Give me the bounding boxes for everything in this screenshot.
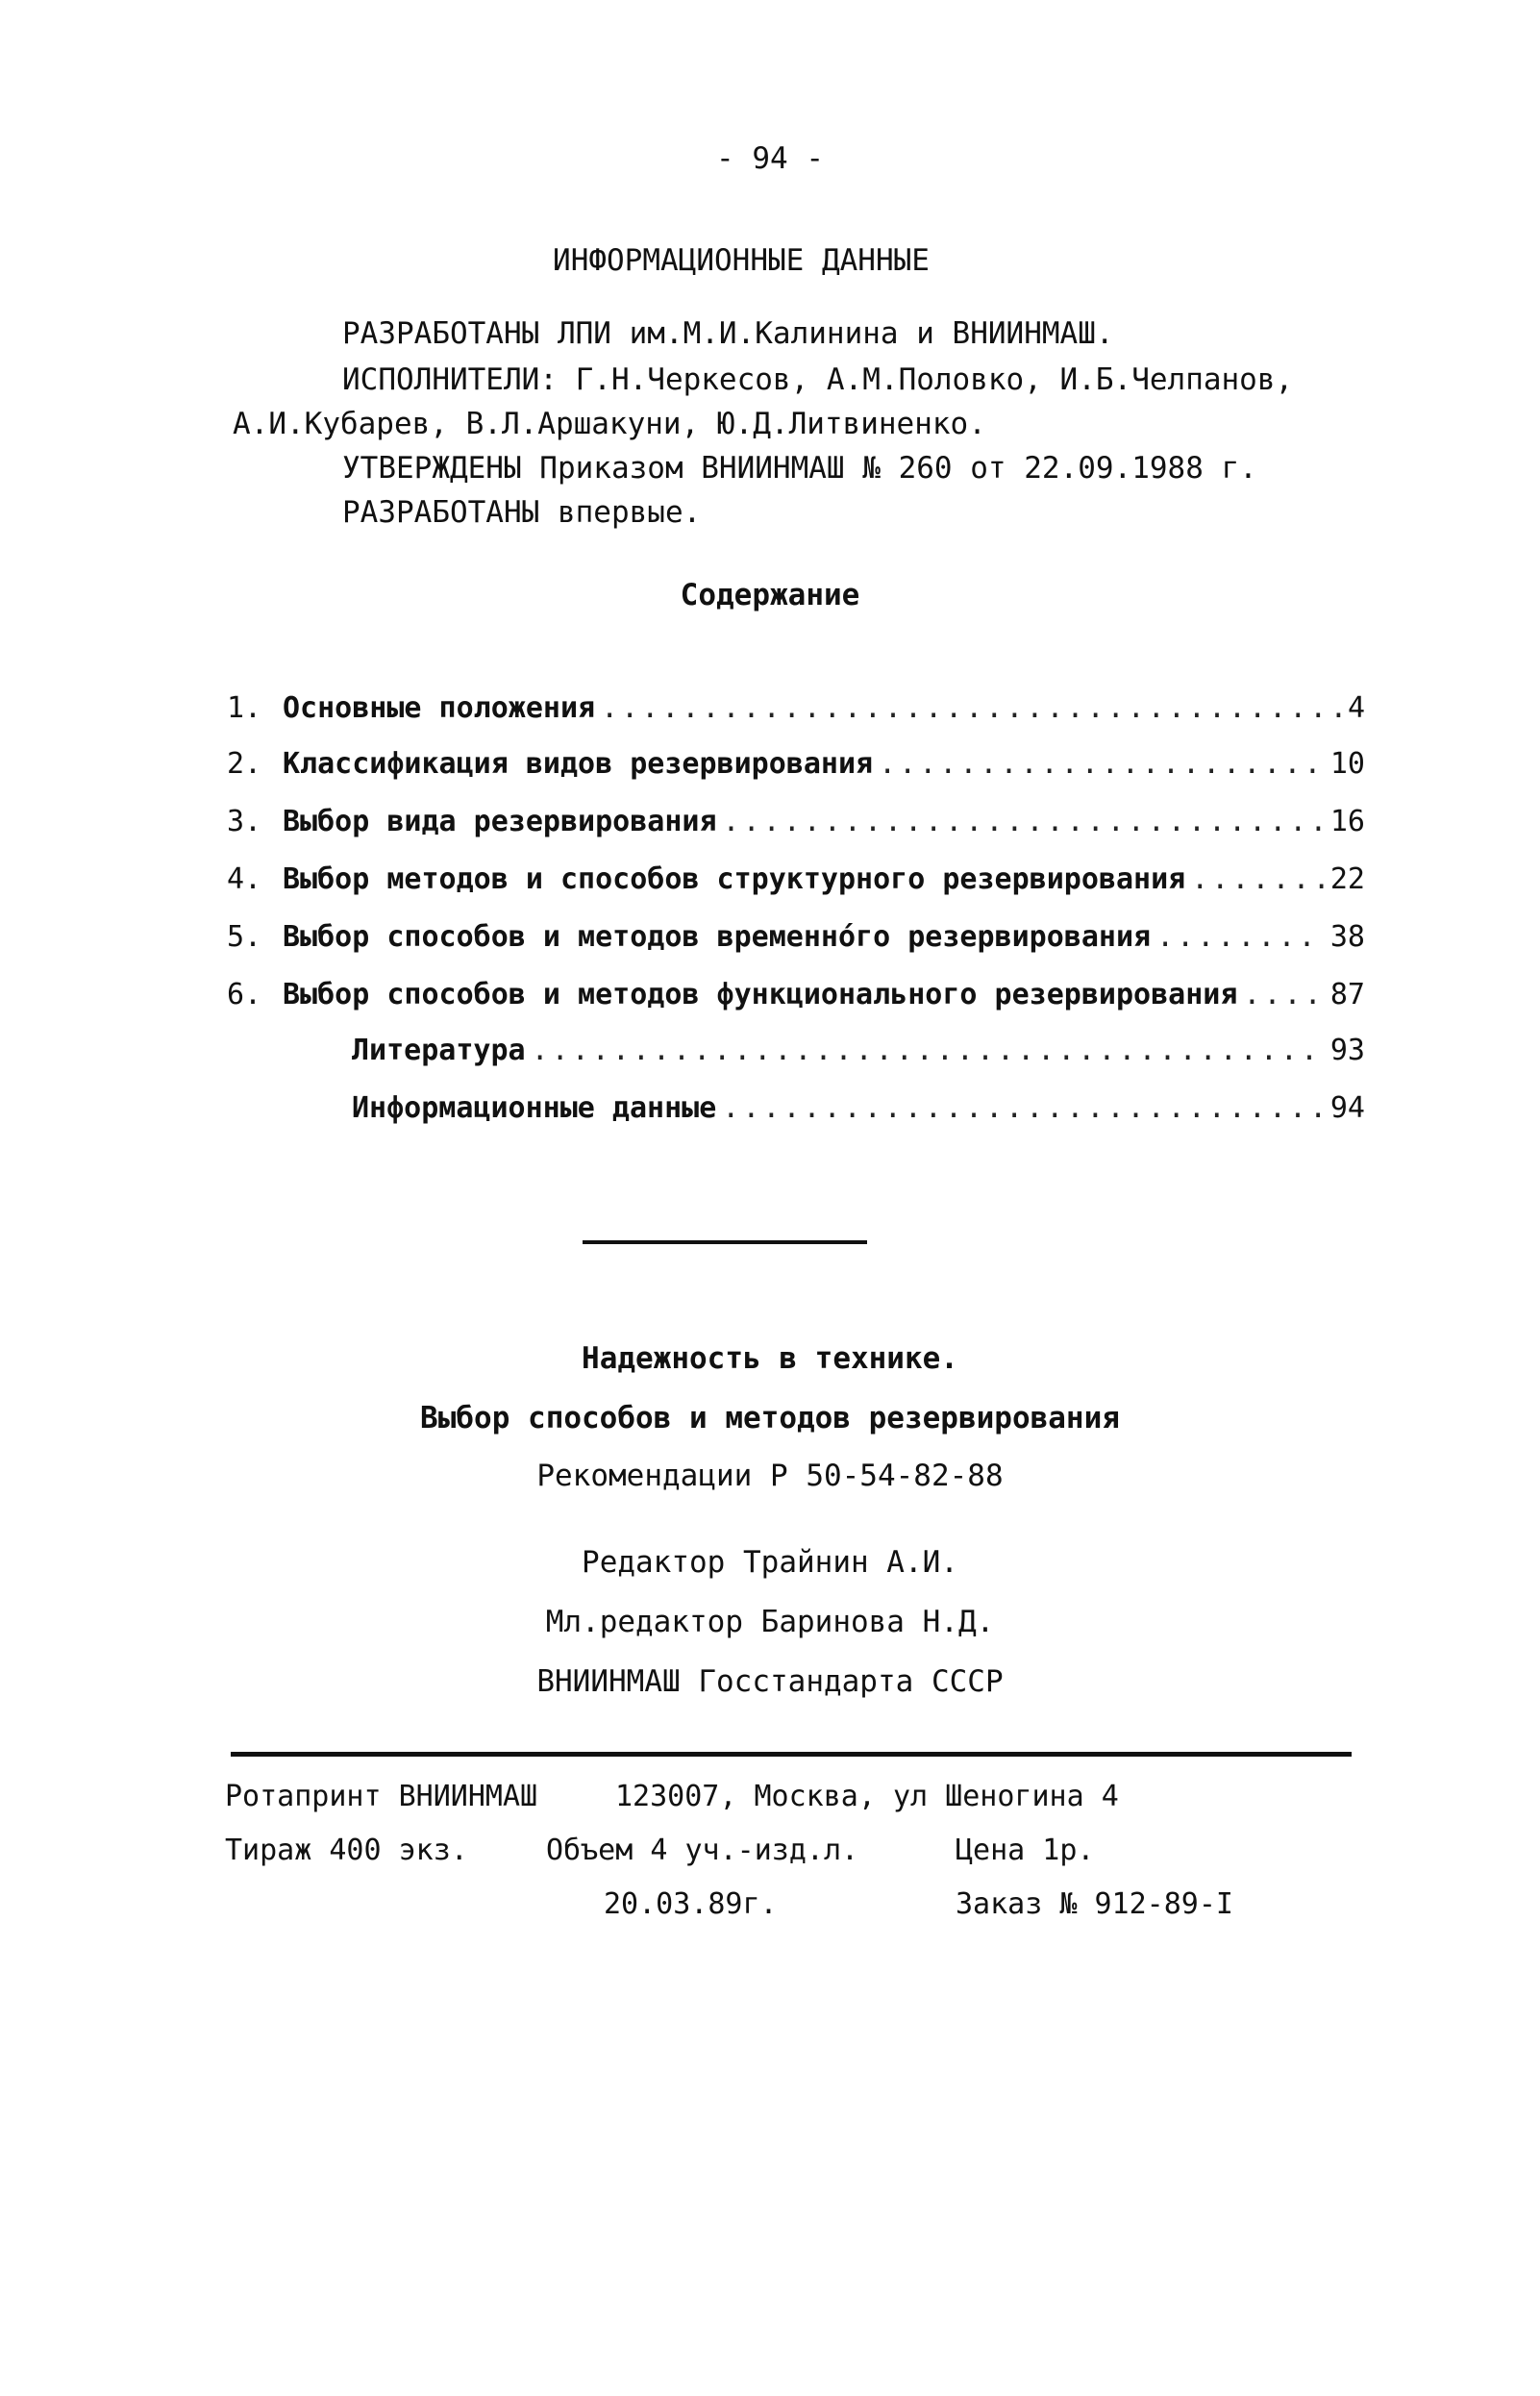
- info-first-edition: РАЗРАБОТАНЫ впервые.: [342, 495, 702, 530]
- toc-title: Литература: [352, 1034, 526, 1067]
- toc-number: 4.: [227, 862, 262, 896]
- toc-title: Информационные данные: [352, 1091, 717, 1125]
- toc-title: Выбор способов и методов временно́го резервирования: [283, 920, 1152, 954]
- imprint-subtitle: Выбор способов и методов резервирования: [420, 1401, 1120, 1435]
- section-divider: [583, 1240, 867, 1244]
- toc-row[interactable]: [227, 746, 1365, 783]
- toc-page: 87: [1329, 978, 1365, 1011]
- toc-leader-dots: [1191, 861, 1325, 898]
- toc-row[interactable]: [227, 690, 1365, 727]
- toc-row[interactable]: [227, 919, 1365, 956]
- imprint-editor: Редактор Трайнин А.И.: [582, 1545, 958, 1580]
- toc-leader-dots: [1156, 919, 1325, 956]
- info-authors: ИСПОЛНИТЕЛИ: Г.Н.Черкесов, А.М.Половко, И.Б.Челпанов,: [342, 362, 1294, 397]
- info-authors-cont: А.И.Кубарев, В.Л.Аршакуни, Ю.Д.Литвиненко.: [233, 407, 986, 441]
- toc-number: 2.: [227, 747, 262, 781]
- toc-page: 94: [1329, 1091, 1365, 1125]
- toc-title: Выбор вида резервирования: [283, 805, 717, 838]
- toc-number: 3.: [227, 805, 262, 838]
- toc-row[interactable]: [227, 977, 1365, 1013]
- toc-number: 5.: [227, 920, 262, 954]
- colophon-date: 20.03.89г.: [604, 1887, 778, 1921]
- toc-page: 22: [1329, 862, 1365, 896]
- toc-leader-dots: [723, 804, 1325, 840]
- contents-heading: Содержание: [680, 578, 860, 612]
- page-number: - 94 -: [716, 141, 824, 176]
- toc-page: 10: [1329, 747, 1365, 781]
- toc-row[interactable]: [227, 861, 1365, 898]
- info-developed-by: РАЗРАБОТАНЫ ЛПИ им.М.И.Калинина и ВНИИНМАШ.: [342, 316, 1114, 351]
- imprint-designation: Рекомендации Р 50-54-82-88: [536, 1459, 1004, 1493]
- toc-leader-dots: [722, 1090, 1325, 1127]
- imprint-title: Надежность в технике.: [582, 1341, 958, 1376]
- toc-title: Выбор способов и методов функционального резервирования: [283, 978, 1238, 1011]
- toc-title: Основные положения: [283, 691, 596, 725]
- section-heading: ИНФОРМАЦИОННЫЕ ДАННЫЕ: [553, 243, 930, 278]
- toc-row[interactable]: [352, 1033, 1365, 1069]
- toc-number: 6.: [227, 978, 262, 1011]
- info-approved: УТВЕРЖДЕНЫ Приказом ВНИИНМАШ № 260 от 22.09.1988 г.: [342, 451, 1257, 486]
- toc-row[interactable]: [227, 804, 1365, 840]
- toc-page: 93: [1329, 1034, 1365, 1067]
- colophon-address: 123007, Москва, ул Шеногина 4: [615, 1780, 1119, 1813]
- toc-row[interactable]: [352, 1090, 1365, 1127]
- toc-page: 38: [1329, 920, 1365, 954]
- imprint-tech-editor: Мл.редактор Баринова Н.Д.: [545, 1605, 995, 1639]
- toc-number: 1.: [227, 691, 262, 725]
- colophon-print-run: Тираж 400 экз.: [225, 1834, 468, 1867]
- toc-page: 4: [1347, 691, 1365, 725]
- imprint-organization: ВНИИНМАШ Госстандарта СССР: [536, 1664, 1004, 1699]
- toc-title: Классификация видов резервирования: [283, 747, 874, 781]
- colophon-printer: Ротапринт ВНИИНМАШ: [225, 1780, 538, 1813]
- toc-page: 16: [1329, 805, 1365, 838]
- toc-leader-dots: [1243, 977, 1324, 1013]
- colophon-volume: Объем 4 уч.-изд.л.: [546, 1834, 859, 1867]
- toc-leader-dots: [532, 1033, 1325, 1069]
- toc-title: Выбор методов и способов структурного резервирования: [283, 862, 1186, 896]
- toc-leader-dots: [879, 746, 1325, 783]
- toc-leader-dots: [601, 690, 1342, 727]
- colophon-divider: [231, 1752, 1352, 1757]
- colophon-order: Заказ № 912-89-I: [956, 1887, 1233, 1921]
- colophon-price: Цена 1р.: [956, 1834, 1095, 1867]
